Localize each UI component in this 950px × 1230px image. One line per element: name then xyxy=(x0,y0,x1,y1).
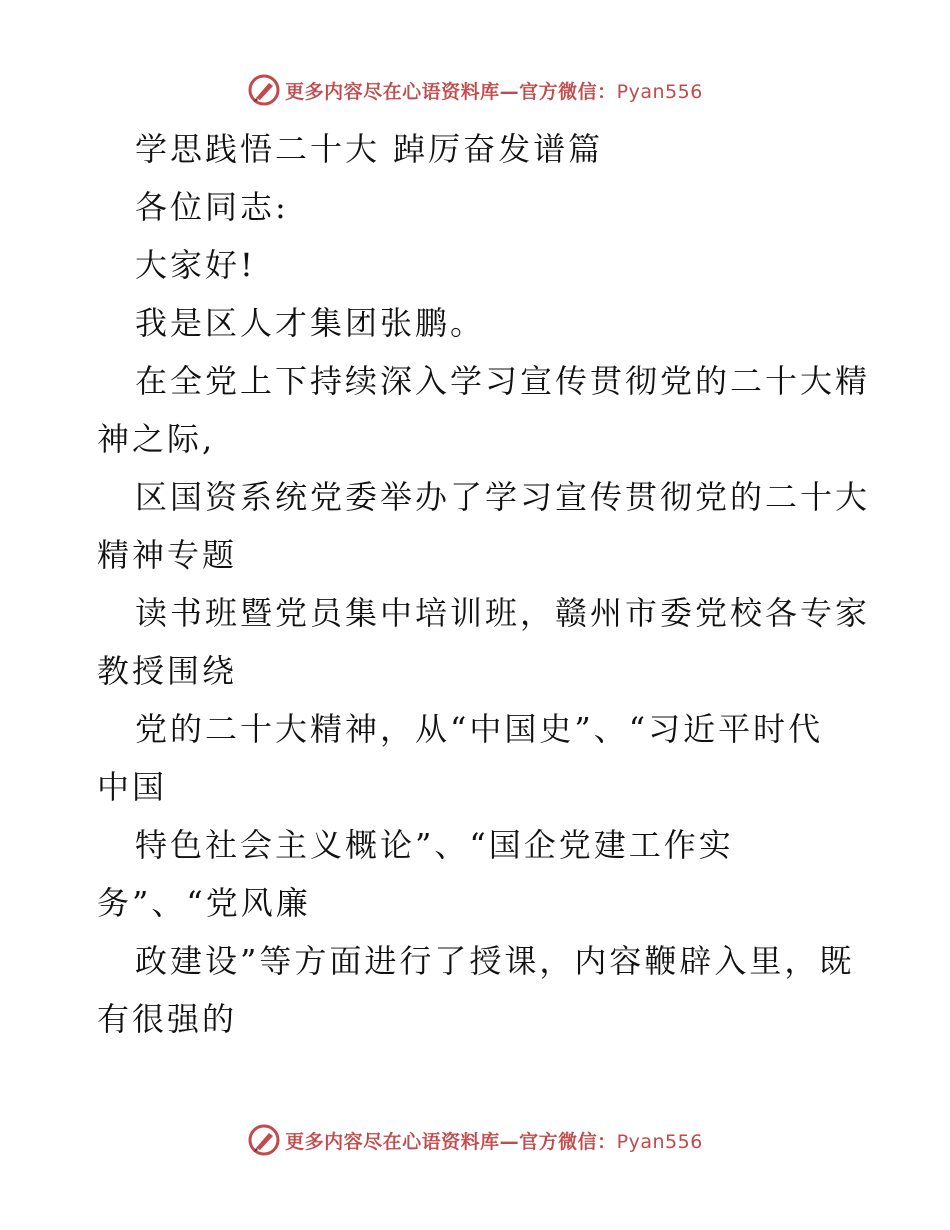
text-line: 区国资系统党委举办了学习宣传贯彻党的二十大 xyxy=(135,478,871,516)
text-line: 特色社会主义概论”、“国企党建工作实 xyxy=(135,826,734,864)
text-line: 神之际, xyxy=(97,420,216,458)
pen-logo-icon xyxy=(247,73,281,107)
text-line: 中国 xyxy=(97,768,168,806)
text-line: 精神专题 xyxy=(97,536,238,574)
document-body xyxy=(97,120,871,1048)
text-line: 在全党上下持续深入学习宣传贯彻党的二十大精 xyxy=(135,362,871,400)
text-line: 党的二十大精神，从“中国史”、“习近平时代 xyxy=(135,710,824,748)
text-line: 教授围绕 xyxy=(97,652,238,690)
document-title: 学思践悟二十大 踔厉奋发谱篇 xyxy=(135,130,604,168)
watermark-text: 更多内容尽在心语资料库—官方微信：Pyan556 xyxy=(285,1130,703,1153)
salutation: 各位同志: xyxy=(135,188,289,226)
text-line: 政建设”等方面进行了授课，内容鞭辟入里，既 xyxy=(135,942,855,980)
pen-logo-icon xyxy=(247,1123,281,1157)
text-line: 有很强的 xyxy=(97,1000,238,1038)
text-line: 读书班暨党员集中培训班，赣州市委党校各专家 xyxy=(135,594,871,632)
watermark-footer xyxy=(0,1120,950,1160)
watermark-text: 更多内容尽在心语资料库—官方微信：Pyan556 xyxy=(285,80,703,103)
watermark-header xyxy=(0,70,950,110)
text-line: 务”、“党风廉 xyxy=(97,884,311,922)
text-line: 我是区人才集团张鹏。 xyxy=(135,304,486,342)
greeting: 大家好! xyxy=(135,246,256,284)
